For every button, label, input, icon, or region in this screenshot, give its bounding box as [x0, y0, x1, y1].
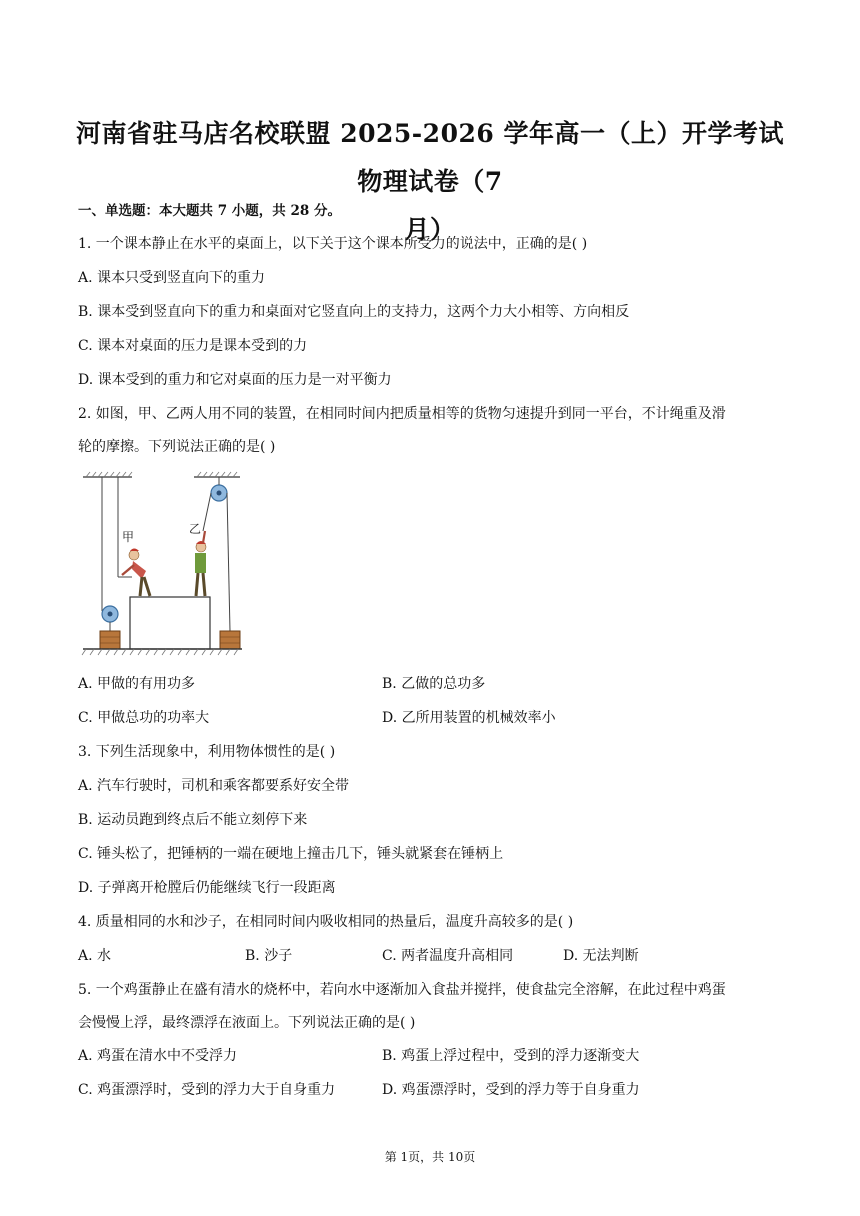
title-line-2: 月）	[404, 215, 456, 244]
q2-option-b: B. 乙做的总功多	[382, 676, 486, 692]
q3-option-b: B. 运动员跑到终点后不能立刻停下来	[78, 812, 308, 828]
q3-option-a: A. 汽车行驶时，司机和乘客都要系好安全带	[78, 778, 350, 794]
pulley-figure	[80, 471, 245, 661]
q5-stem-line-1: 5. 一个鸡蛋静止在盛有清水的烧杯中，若向水中逐渐加入食盐并搅拌，使食盐完全溶解，在此过程中鸡蛋	[78, 982, 726, 998]
section-heading: 一、单选题：本大题共 7 小题，共 28 分。	[78, 203, 341, 219]
q4-stem: 4. 质量相同的水和沙子，在相同时间内吸收相同的热量后，温度升高较多的是( )	[78, 914, 574, 930]
cargo-left	[100, 631, 120, 649]
q2-option-a: A. 甲做的有用功多	[78, 676, 196, 692]
q3-option-d: D. 子弹离开枪膛后仍能继续飞行一段距离	[78, 880, 336, 896]
q1-option-d: D. 课本受到的重力和它对桌面的压力是一对平衡力	[78, 372, 392, 388]
page-footer: 第 1页，共 10页	[384, 1150, 476, 1164]
q4-option-d: D. 无法判断	[563, 948, 639, 964]
document-title	[70, 110, 790, 254]
q4-option-b: B. 沙子	[245, 948, 293, 964]
q2-stem-line-1: 2. 如图，甲、乙两人用不同的装置，在相同时间内把质量相等的货物匀速提升到同一平台，不计绳重及滑	[78, 406, 726, 422]
q3-stem: 3. 下列生活现象中，利用物体惯性的是( )	[78, 744, 336, 760]
cargo-right	[220, 631, 240, 649]
q5-option-a: A. 鸡蛋在清水中不受浮力	[78, 1048, 238, 1064]
q5-stem-line-2: 会慢慢上浮，最终漂浮在液面上。下列说法正确的是( )	[78, 1015, 416, 1031]
q5-option-d: D. 鸡蛋漂浮时，受到的浮力等于自身重力	[382, 1082, 640, 1098]
person-yi	[195, 531, 206, 596]
q1-option-a: A. 课本只受到竖直向下的重力	[78, 270, 266, 286]
platform	[130, 597, 210, 649]
q2-option-d: D. 乙所用装置的机械效率小	[382, 710, 556, 726]
q1-option-b: B. 课本受到竖直向下的重力和桌面对它竖直向上的支持力，这两个力大小相等、方向相反	[78, 304, 630, 320]
q1-option-c: C. 课本对桌面的压力是课本受到的力	[78, 338, 308, 354]
q5-option-c: C. 鸡蛋漂浮时，受到的浮力大于自身重力	[78, 1082, 336, 1098]
q1-stem: 1. 一个课本静止在水平的桌面上，以下关于这个课本所受力的说法中，正确的是( )	[78, 236, 588, 252]
q4-option-a: A. 水	[78, 948, 112, 964]
q2-option-c: C. 甲做总功的功率大	[78, 710, 210, 726]
title-line-1: 河南省驻马店名校联盟 2025-2026 学年高一（上）开学考试物理试卷（7	[76, 119, 784, 196]
label-yi: 乙	[189, 522, 202, 536]
q2-stem-line-2: 轮的摩擦。下列说法正确的是( )	[78, 439, 276, 455]
q4-option-c: C. 两者温度升高相同	[382, 948, 514, 964]
q5-option-b: B. 鸡蛋上浮过程中，受到的浮力逐渐变大	[382, 1048, 640, 1064]
person-jia	[122, 549, 150, 597]
label-jia: 甲	[122, 530, 135, 544]
q3-option-c: C. 锤头松了，把锤柄的一端在硬地上撞击几下，锤头就紧套在锤柄上	[78, 846, 504, 862]
